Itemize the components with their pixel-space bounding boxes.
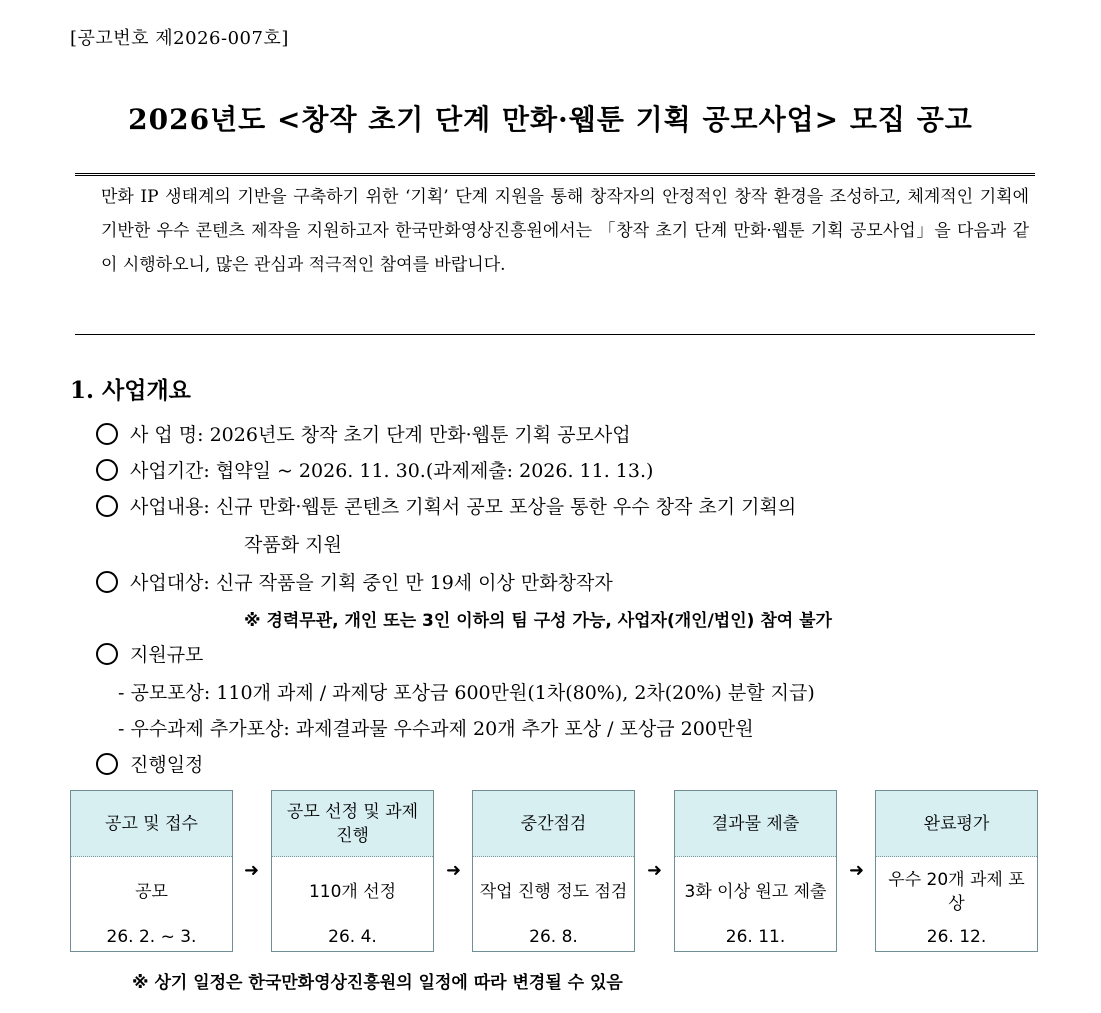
stage-header: 완료평가 bbox=[876, 791, 1037, 857]
overview-item-schedule bbox=[96, 750, 203, 777]
item-label: 지원규모 bbox=[130, 644, 204, 666]
item-label: 진행일정 bbox=[130, 754, 204, 776]
schedule-stage bbox=[674, 790, 837, 952]
overview-item-period bbox=[96, 456, 653, 483]
stage-header: 공모 선정 및 과제 진행 bbox=[272, 791, 433, 857]
item-value: 2026년도 창작 초기 단계 만화·웹툰 기획 공모사업 bbox=[209, 424, 631, 446]
stage-body: 3화 이상 원고 제출 bbox=[684, 882, 827, 902]
overview-item-name bbox=[96, 420, 631, 447]
arrow-right-icon: ➜ bbox=[647, 860, 663, 881]
intro-box bbox=[75, 173, 1035, 335]
item-value: 신규 작품을 기획 중인 만 19세 이상 만화창작자 bbox=[215, 572, 613, 594]
stage-header: 공고 및 접수 bbox=[71, 791, 232, 857]
overview-item-target bbox=[96, 568, 613, 595]
page-title: 2026년도 <창작 초기 단계 만화·웹툰 기획 공모사업> 모집 공고 bbox=[128, 103, 973, 136]
item-label: 사업내용: bbox=[130, 496, 210, 518]
target-note: ※ 경력무관, 개인 또는 3인 이하의 팀 구성 가능, 사업자(개인/법인) 참여 불가 bbox=[244, 611, 832, 631]
item-value: 신규 만화·웹툰 콘텐츠 기획서 공모 포상을 통한 우수 창작 초기 기획의 bbox=[215, 496, 797, 518]
scale-sub-item: - 우수과제 추가포상: 과제결과물 우수과제 20개 추가 포상 / 포상금 200만원 bbox=[118, 718, 754, 740]
schedule-stage bbox=[271, 790, 434, 952]
overview-item-content bbox=[96, 492, 796, 519]
notice-number: [공고번호 제2026-007호] bbox=[70, 28, 289, 49]
schedule-stage bbox=[875, 790, 1038, 952]
circle-bullet-icon bbox=[96, 643, 118, 665]
stage-body: 110개 선정 bbox=[308, 882, 397, 902]
circle-bullet-icon bbox=[96, 459, 118, 481]
stage-header: 결과물 제출 bbox=[675, 791, 836, 857]
circle-bullet-icon bbox=[96, 753, 118, 775]
stage-date: 26. 4. bbox=[328, 927, 377, 947]
arrow-right-icon: ➜ bbox=[446, 860, 462, 881]
stage-date: 26. 8. bbox=[529, 927, 578, 947]
stage-date: 26. 11. bbox=[725, 927, 786, 947]
schedule-note: ※ 상기 일정은 한국만화영상진흥원의 일정에 따라 변경될 수 있음 bbox=[132, 973, 623, 993]
item-label: 사업대상: bbox=[130, 572, 210, 594]
stage-header: 중간점검 bbox=[473, 791, 634, 857]
item-value-continuation: 작품화 지원 bbox=[244, 534, 342, 556]
arrow-right-icon: ➜ bbox=[244, 860, 260, 881]
circle-bullet-icon bbox=[96, 571, 118, 593]
item-label: 사 업 명: bbox=[130, 424, 204, 446]
circle-bullet-icon bbox=[96, 495, 118, 517]
scale-sub-item: - 공모포상: 110개 과제 / 과제당 포상금 600만원(1차(80%), 2차(20%) 분할 지급) bbox=[118, 682, 815, 704]
stage-date: 26. 2. ~ 3. bbox=[106, 927, 197, 947]
stage-body: 우수 20개 과제 포상 bbox=[888, 870, 1025, 914]
schedule-stage bbox=[70, 790, 233, 952]
item-value: 협약일 ~ 2026. 11. 30.(과제제출: 2026. 11. 13.) bbox=[215, 460, 654, 482]
stage-date: 26. 12. bbox=[926, 927, 987, 947]
circle-bullet-icon bbox=[96, 423, 118, 445]
schedule-stage bbox=[472, 790, 635, 952]
stage-body: 작업 진행 정도 점검 bbox=[479, 882, 628, 902]
stage-body: 공모 bbox=[135, 882, 168, 902]
intro-paragraph: 만화 IP 생태계의 기반을 구축하기 위한 ‘기획’ 단계 지원을 통해 창작자의 안정적인 창작 환경을 조성하고, 체계적인 기획에 기반한 우수 콘텐츠 제작을 지원하고자 한국만화영상진흥원에서는 「창작 초기 단계 만화·웹툰 기획 공모사업」을 다음과 같이 시행하오니, 많은 관심과 적극적인 참여를 바랍니다. bbox=[101, 187, 1029, 275]
section-title: 1. 사업개요 bbox=[70, 377, 191, 404]
arrow-right-icon: ➜ bbox=[849, 860, 865, 881]
overview-item-scale bbox=[96, 640, 203, 667]
item-label: 사업기간: bbox=[130, 460, 210, 482]
